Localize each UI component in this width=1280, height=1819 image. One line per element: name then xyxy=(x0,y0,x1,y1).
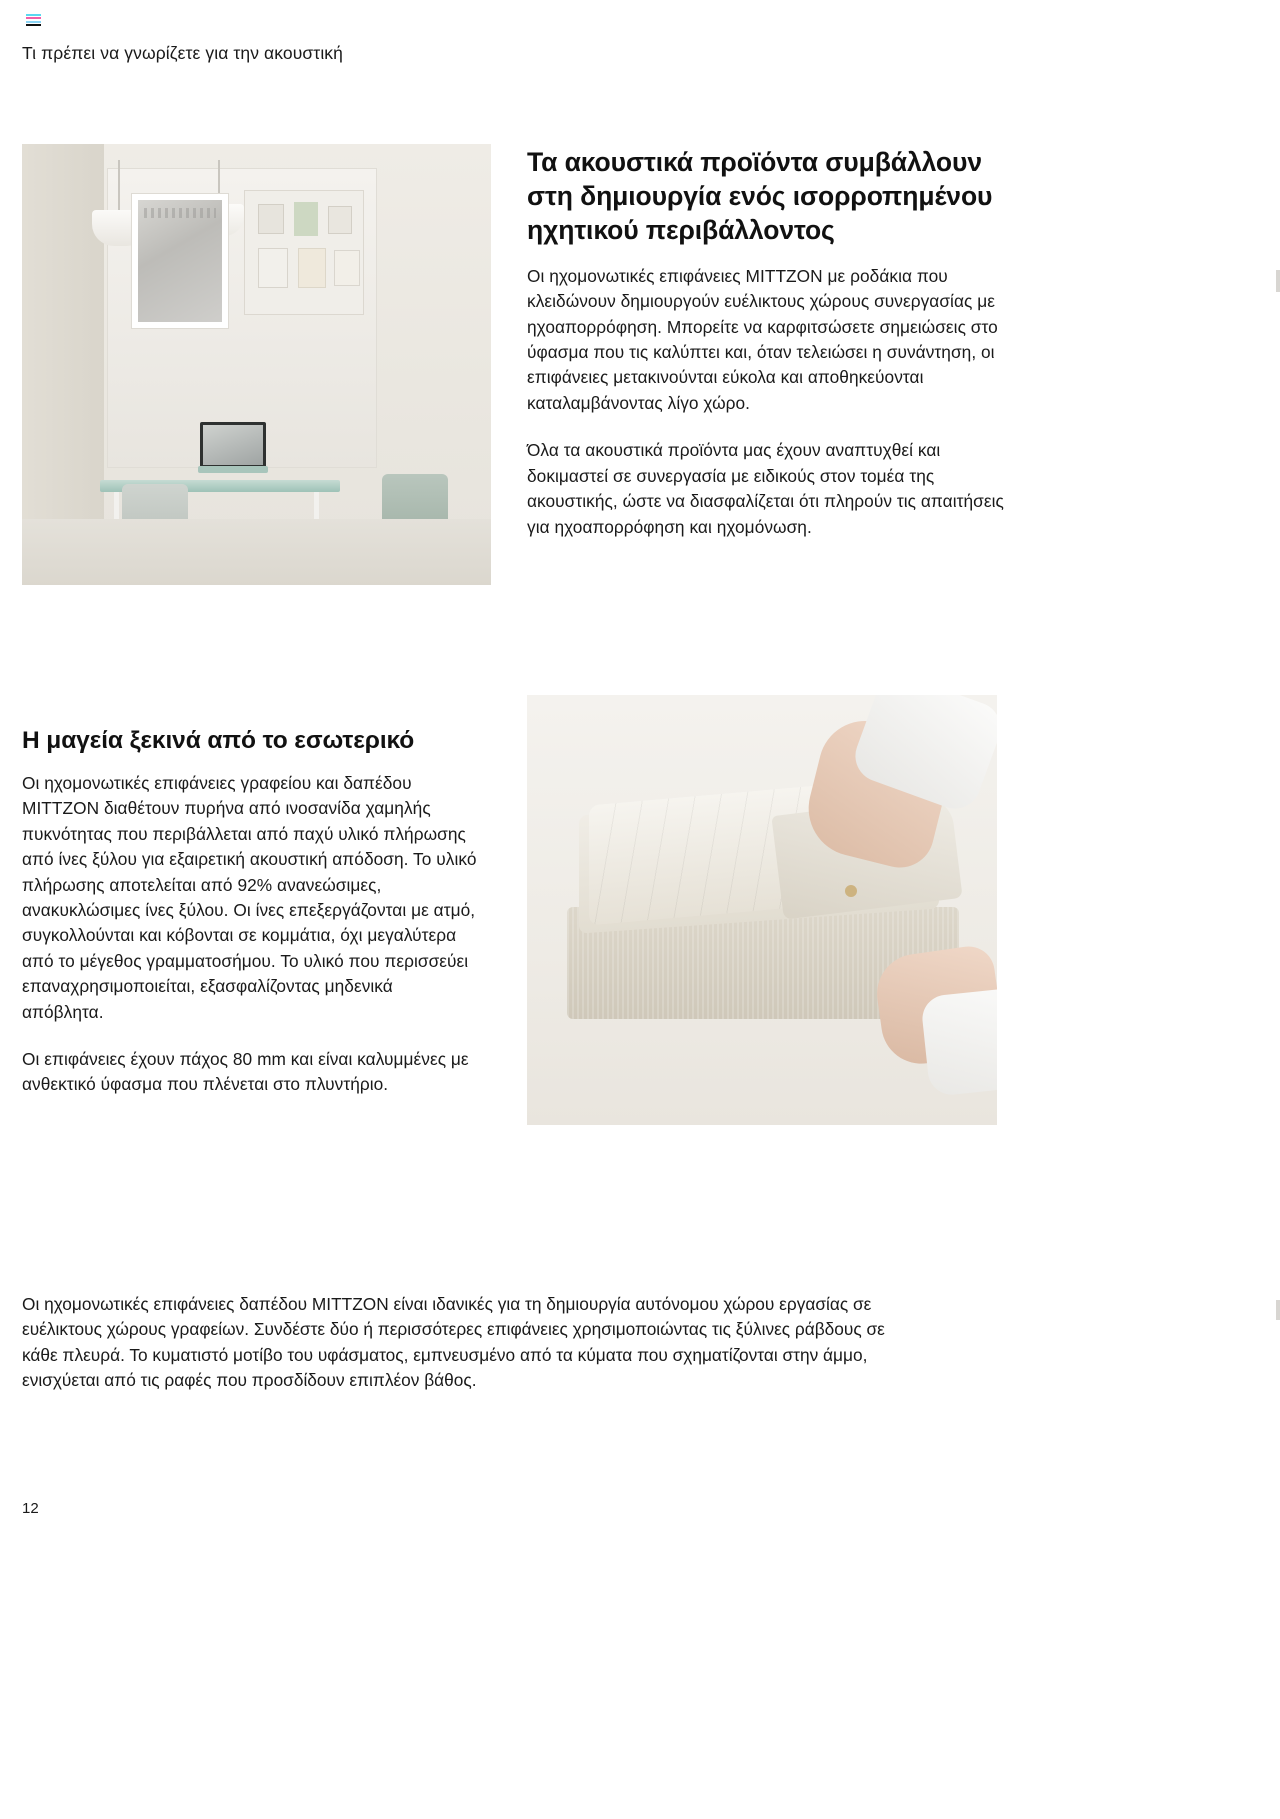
sleeve-lower xyxy=(920,985,997,1097)
pendant-lamp-cord-1 xyxy=(118,160,120,212)
edge-hint-top xyxy=(1276,270,1280,292)
section-one-text-block xyxy=(527,146,1007,540)
pinned-note xyxy=(328,206,352,234)
framed-map-poster xyxy=(132,194,228,328)
section-two-paragraph-2: Οι επιφάνειες έχουν πάχος 80 mm και είναι καλυμμένες με ανθεκτικό ύφασμα που πλένεται στο πλυντήριο. xyxy=(22,1049,469,1095)
page-breadcrumb-title: Τι πρέπει να γνωρίζετε για την ακουστική xyxy=(22,43,343,63)
section-one-paragraph-2: Όλα τα ακουστικά προϊόντα μας έχουν αναπτυχθεί και δοκιμαστεί σε συνεργασία με ειδικούς στον τομέα της ακουστικής, ώστε να διασφαλίζεται ότι πληρούν τις απαιτήσεις για ηχοαπορρόφηση και ηχομόνωση. xyxy=(527,440,1004,537)
pinned-note xyxy=(294,202,318,236)
pinned-note xyxy=(334,250,360,286)
menu-line-2 xyxy=(26,17,41,19)
office-workspace-image xyxy=(22,144,491,585)
section-one-paragraph-1: Οι ηχομονωτικές επιφάνειες MITTZON με ροδάκια που κλειδώνουν δημιουργούν ευέλικτους χώρους συνεργασίας με ηχοαπορρόφηση. Μπορείτε να καρφιτσώσετε σημειώσεις στο ύφασμα που τις καλύπτει και, όταν τελειώσει η συνάντηση, οι επιφάνειες μετακινούνται εύκολα και αποθηκεύονται καταλαμβάνοντας λίγο χώρο. xyxy=(527,265,998,413)
office-scene xyxy=(22,144,491,585)
section-two-heading: Η μαγεία ξεκινά από το εσωτερικό xyxy=(22,727,415,754)
pinned-note xyxy=(258,204,284,234)
laptop-screen xyxy=(200,422,266,468)
menu-line-3 xyxy=(26,21,41,23)
menu-line-4 xyxy=(26,24,41,26)
pinned-note xyxy=(298,248,326,288)
panel-scene xyxy=(527,695,997,1125)
office-floor xyxy=(22,519,491,585)
hamburger-menu-icon[interactable] xyxy=(26,14,41,26)
edge-hint-bottom xyxy=(1276,1300,1280,1320)
section-two-text-block xyxy=(22,725,477,1098)
menu-line-1 xyxy=(26,14,41,16)
closing-paragraph: Οι ηχομονωτικές επιφάνειες δαπέδου MITTZON είναι ιδανικές για τη δημιουργία αυτόνομου χώρου εργασίας σε ευέλικτους χώρους γραφείων. Συνδέστε δύο ή περισσότερες επιφάνειες χρησιμοποιώντας τις ξύλινες ράβδους σε κάθε πλευρά. Το κυματιστό μοτίβο του υφάσματος, εμπνευσμένο από τα κύματα που σχηματίζονται στην άμμο, ενισχύεται από τις ραφές που προσδίδουν επιπλέον βάθος. xyxy=(22,1294,885,1391)
pinned-note xyxy=(258,248,288,288)
section-two-paragraph-1: Οι ηχομονωτικές επιφάνειες γραφείου και δαπέδου MITTZON διαθέτουν πυρήνα από ινοσανίδα χαμηλής πυκνότητας που περιβάλλεται από παχύ υλικό πλήρωσης από ίνες ξύλου για εξαιρετική ακουστική απόδοση. Το υλικό πλήρωσης αποτελείται από 92% ανανεώσιμες, ανακυκλώσιμες ίνες ξύλου. Οι ίνες επεξεργάζονται με ατμό, συγκολλούνται και κόβονται σε κομμάτια, όχι μεγαλύτερα από το μέγεθος γραμματοσήμου. Το υλικό που περισσεύει επαναχρησιμοποιείται, εξασφαλίζοντας μηδενικά απόβλητα. xyxy=(22,772,477,1022)
acoustic-panel-image xyxy=(527,695,997,1125)
section-one-heading: Τα ακουστικά προϊόντα συμβάλλουν στη δημιουργία ενός ισορροπημένου ηχητικού περιβάλλοντος xyxy=(527,147,993,245)
closing-text-block xyxy=(22,1292,912,1394)
laptop-base xyxy=(198,466,268,473)
page-number: 12 xyxy=(22,1500,39,1517)
wooden-rod-end xyxy=(845,885,857,897)
